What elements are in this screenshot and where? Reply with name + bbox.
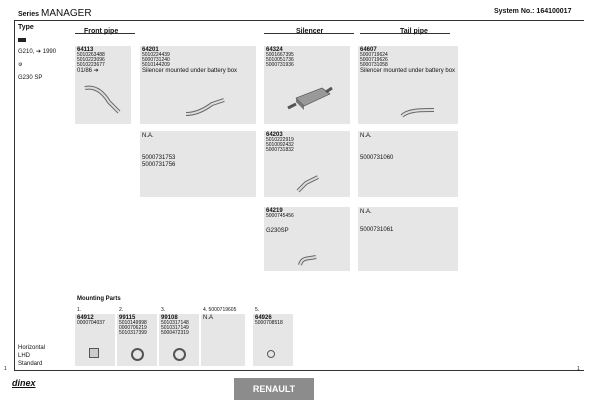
part-line: 5010263488 [77,52,105,58]
part-number: 64607 [360,47,377,53]
part-line: Silencer mounted under battery box [360,68,456,74]
part-line: 0000704037 [77,320,105,326]
type-label: Type [18,24,34,31]
clamp-icon [131,348,144,361]
part-line: 5000731240 [142,57,170,63]
part-box-fp3[interactable] [140,131,256,197]
column-tail-pipe: Tail pipe [400,28,428,35]
series-header [18,8,92,19]
part-line: 5010317149 [161,325,189,331]
clamp-icon [173,348,186,361]
system-header [494,8,571,15]
part-line: 5010051736 [266,57,294,63]
silencer-icon [286,84,334,114]
part-line: 01/86 ➔ [77,68,99,74]
page-right: 1 [577,366,580,372]
part-line: 5010317148 [161,320,189,326]
system-value: 164100017 [536,8,572,15]
variant: G230 SP [18,75,43,81]
part-line: 5000731936 [266,62,294,68]
part-number: 64203 [266,132,283,138]
arrow-icon: ➔ [36,49,42,55]
part-box-fp2[interactable] [140,46,256,124]
mounting-box [75,314,115,366]
part-number: 64324 [266,47,283,53]
header-rule [14,20,584,21]
part-number: 64912 [77,315,94,321]
mounting-box [253,314,293,366]
mounting-item-1[interactable] [75,308,115,366]
dinex-logo: dinex [12,378,36,388]
part-number: 64926 [255,315,272,321]
part-line: 5010224439 [142,52,170,58]
part-number: 99115 [119,315,136,321]
tail-pipe-icon [398,100,438,120]
part-line: 5000708518 [255,320,283,326]
year: 1990 [42,49,57,55]
mounting-index: 3. [161,307,166,313]
footer-rule [14,370,584,371]
mounting-box [201,314,245,366]
part-number: N.A [203,315,214,321]
part-line: 5000731060 [360,155,394,161]
mounting-title: Mounting Parts [77,296,121,302]
brand-badge: RENAULT [234,378,314,400]
part-number: 64201 [142,47,159,53]
system-label: System No.: [494,8,535,15]
page-left: 1 [4,366,7,372]
part-number: 99108 [161,315,178,321]
mounting-box [117,314,157,366]
part-box-tp3[interactable] [358,207,458,271]
column-silencer: Silencer [296,28,324,35]
part-line: 5001667395 [266,52,294,58]
model-row [18,48,56,56]
part-box-s1[interactable] [264,46,350,124]
part-line: 5000731756 [142,162,176,168]
bottom-line-3: Standard [18,361,43,367]
part-line: 5000719624 [360,52,388,58]
bracket-icon [89,348,99,358]
part-line: 5000731832 [266,147,294,153]
mounting-box [159,314,199,366]
bottom-line-1: Horizontal [18,345,46,351]
part-line: 5010223096 [77,57,105,63]
front-pipe-icon [81,82,125,118]
part-line: 5010144209 [142,62,170,68]
part-line: 5010317399 [119,330,147,336]
tail-pipe-icon [294,171,324,195]
part-line: G230SP [266,228,289,234]
part-number: 64113 [77,47,94,53]
part-line: 5000745456 [266,213,294,219]
tail-pipe-icon [296,251,320,269]
series-value: MANAGER [40,8,92,19]
mounting-item-2[interactable] [117,308,157,366]
part-number: 64219 [266,208,283,214]
part-box-tp2[interactable] [358,131,458,197]
part-box-s3[interactable] [264,207,350,271]
model: G210, [18,49,35,55]
mounting-index: 4. 5000719605 [203,307,237,313]
front-pipe-icon [184,98,226,118]
part-line: 5010223677 [77,62,105,68]
mounting-item-4[interactable] [201,308,251,366]
part-line: 5010092432 [266,142,294,148]
part-number: N.A. [360,133,372,139]
part-line: Silencer mounted under battery box [142,68,238,74]
part-box-tp1[interactable] [358,46,458,124]
mounting-item-3[interactable] [159,308,199,366]
part-line: 5000719626 [360,57,388,63]
part-line: 5010149998 [119,320,147,326]
mounting-index: 1. [77,307,82,313]
part-box-s2[interactable] [264,131,350,197]
series-label: Series [18,11,40,18]
part-number: N.A. [360,209,372,215]
nut-icon [267,350,275,358]
part-line: 5000472319 [161,330,189,336]
part-line: 5000731061 [360,227,394,233]
mounting-index: 2. [119,307,124,313]
part-line: 0000706219 [119,325,147,331]
left-rule [14,20,15,370]
mounting-index: 5. [255,307,260,313]
column-front-pipe: Front pipe [84,28,119,35]
part-line: 5000731058 [360,62,388,68]
engine-icon: ⚙ [18,62,23,68]
bottom-line-2: LHD [18,353,31,359]
part-number: N.A. [142,133,154,139]
part-box-fp1[interactable] [75,46,131,124]
part-line: 5010222919 [266,137,294,143]
mounting-item-5[interactable] [253,308,293,366]
car-icon [18,38,26,42]
part-line: 5000731753 [142,155,176,161]
